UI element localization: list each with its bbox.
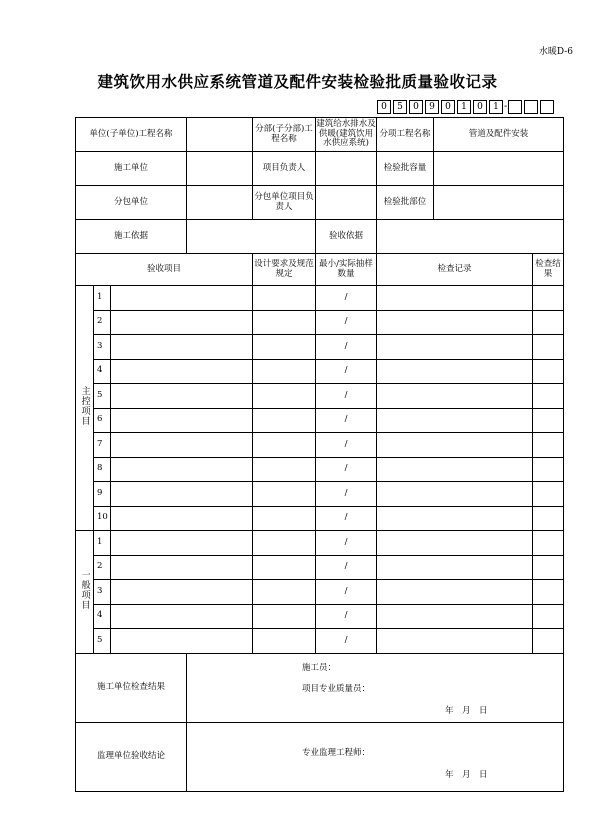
design-requirement-cell[interactable] [253, 408, 316, 433]
check-record-cell[interactable] [377, 359, 533, 384]
table-row [76, 286, 564, 311]
design-requirement-cell[interactable] [253, 457, 316, 482]
acceptance-table [75, 117, 564, 792]
check-result-cell[interactable] [533, 506, 564, 531]
check-record-cell[interactable] [377, 286, 533, 311]
label-supervision-conclusion: 监理单位验收结论 [76, 722, 187, 791]
sample-count-cell[interactable]: / [316, 286, 377, 311]
record-number [377, 99, 556, 114]
field-project-manager[interactable] [316, 152, 377, 186]
table-row [76, 359, 564, 384]
sample-count-cell[interactable]: / [316, 531, 377, 556]
label-batch-capacity: 检验批容量 [377, 152, 434, 186]
check-record-cell[interactable] [377, 335, 533, 360]
item-description[interactable] [111, 580, 253, 605]
check-result-cell[interactable] [533, 580, 564, 605]
general-items-group-label: 一般项目 [79, 569, 90, 610]
design-requirement-cell[interactable] [253, 384, 316, 409]
item-description[interactable] [111, 482, 253, 507]
check-record-cell[interactable] [377, 629, 533, 654]
check-result-cell[interactable] [533, 384, 564, 409]
row-number: 4 [94, 359, 111, 384]
item-description[interactable] [111, 531, 253, 556]
check-result-cell[interactable] [533, 629, 564, 654]
table-row [76, 433, 564, 458]
label-construction-basis: 施工依据 [76, 220, 187, 254]
sample-count-cell[interactable]: / [316, 457, 377, 482]
label-constr-check-result: 施工单位检查结果 [76, 653, 187, 722]
table-row [76, 629, 564, 654]
item-description[interactable] [111, 604, 253, 629]
check-record-cell[interactable] [377, 433, 533, 458]
design-requirement-cell[interactable] [253, 604, 316, 629]
sample-count-cell[interactable]: / [316, 482, 377, 507]
check-result-cell[interactable] [533, 359, 564, 384]
number-dash: - [504, 101, 508, 112]
table-row [76, 384, 564, 409]
number-box[interactable]: 0 [441, 100, 455, 114]
item-description[interactable] [111, 555, 253, 580]
sample-count-cell[interactable]: / [316, 335, 377, 360]
check-result-cell[interactable] [533, 555, 564, 580]
field-construction-basis[interactable] [187, 220, 316, 254]
item-description[interactable] [111, 433, 253, 458]
check-record-cell[interactable] [377, 408, 533, 433]
sample-count-cell[interactable]: / [316, 580, 377, 605]
date-line: 年 月 日 [445, 769, 488, 780]
design-requirement-cell[interactable] [253, 433, 316, 458]
number-box[interactable]: 1 [457, 100, 471, 114]
sample-count-cell[interactable]: / [316, 310, 377, 335]
sample-count-cell[interactable]: / [316, 506, 377, 531]
design-requirement-cell[interactable] [253, 335, 316, 360]
field-batch-capacity[interactable] [434, 152, 564, 186]
check-record-cell[interactable] [377, 457, 533, 482]
row-number: 3 [94, 335, 111, 360]
label-unit-name: 单位(子单位)工程名称 [76, 118, 187, 152]
check-result-cell[interactable] [533, 286, 564, 311]
field-subcontract-manager[interactable] [316, 186, 377, 220]
check-result-cell[interactable] [533, 482, 564, 507]
number-box[interactable] [540, 100, 554, 114]
check-result-cell[interactable] [533, 310, 564, 335]
row-number: 9 [94, 482, 111, 507]
header-check-result: 检查结果 [533, 254, 564, 286]
label-supervision-engineer: 专业监理工程师： [302, 747, 371, 758]
row-number: 6 [94, 408, 111, 433]
row-number: 5 [94, 629, 111, 654]
sample-count-cell[interactable]: / [316, 555, 377, 580]
design-requirement-cell[interactable] [253, 310, 316, 335]
label-construction-unit: 施工单位 [76, 152, 187, 186]
header-design-requirement: 设计要求及规范规定 [253, 254, 316, 286]
table-row [76, 506, 564, 531]
table-row [76, 580, 564, 605]
check-result-cell[interactable] [533, 433, 564, 458]
check-result-cell[interactable] [533, 335, 564, 360]
header-check-record: 检查记录 [377, 254, 533, 286]
label-subitem-name: 分项工程名称 [377, 118, 434, 152]
item-description[interactable] [111, 384, 253, 409]
table-row [76, 457, 564, 482]
row-number: 1 [94, 286, 111, 311]
field-subcontract-unit[interactable] [187, 186, 253, 220]
number-box[interactable] [508, 100, 522, 114]
row-number: 4 [94, 604, 111, 629]
check-result-cell[interactable] [533, 531, 564, 556]
check-result-cell[interactable] [533, 457, 564, 482]
value-division-name: 建筑给水排水及供暖(建筑饮用水供应系统) [316, 118, 377, 152]
field-acceptance-basis[interactable] [377, 220, 564, 254]
item-description[interactable] [111, 335, 253, 360]
main-control-group-label: 主控项目 [79, 386, 90, 427]
page-title: 建筑饮用水供应系统管道及配件安装检验批质量验收记录 [97, 73, 498, 91]
label-subcontract-unit: 分包单位 [76, 186, 187, 220]
item-description[interactable] [111, 629, 253, 654]
label-division-name: 分部(子分部)工程名称 [253, 118, 316, 152]
number-box[interactable]: 0 [377, 100, 391, 114]
label-subcontract-manager: 分包单位项目负责人 [253, 186, 316, 220]
field-construction-unit[interactable] [187, 152, 253, 186]
design-requirement-cell[interactable] [253, 359, 316, 384]
label-batch-location: 检验批部位 [377, 186, 434, 220]
sample-count-cell[interactable]: / [316, 359, 377, 384]
number-box[interactable]: 1 [489, 100, 503, 114]
label-acceptance-basis: 验收依据 [316, 220, 377, 254]
sample-count-cell[interactable]: / [316, 433, 377, 458]
sample-count-cell[interactable]: / [316, 384, 377, 409]
row-number: 10 [94, 506, 111, 531]
sample-count-cell[interactable]: / [316, 604, 377, 629]
field-unit-name[interactable] [187, 118, 253, 152]
row-number: 5 [94, 384, 111, 409]
header-sample-count: 最小/实际抽样数量 [316, 254, 377, 286]
check-record-cell[interactable] [377, 604, 533, 629]
document-code: 水暖D-6 [538, 47, 573, 57]
table-row [76, 310, 564, 335]
check-record-cell[interactable] [377, 384, 533, 409]
number-box[interactable]: 5 [393, 100, 407, 114]
design-requirement-cell[interactable] [253, 286, 316, 311]
item-description[interactable] [111, 506, 253, 531]
general-items-group [76, 531, 94, 654]
design-requirement-cell[interactable] [253, 482, 316, 507]
check-result-cell[interactable] [533, 408, 564, 433]
row-number: 2 [94, 555, 111, 580]
row-number: 2 [94, 310, 111, 335]
item-description[interactable] [111, 457, 253, 482]
label-quality-inspector: 项目专业质量员： [302, 683, 371, 694]
sample-count-cell[interactable]: / [316, 408, 377, 433]
table-row [76, 604, 564, 629]
design-requirement-cell[interactable] [253, 580, 316, 605]
number-box[interactable]: 9 [425, 100, 439, 114]
date-line: 年 月 日 [445, 705, 488, 716]
table-row [76, 408, 564, 433]
value-subitem-name: 管道及配件安装 [434, 118, 564, 152]
row-number: 7 [94, 433, 111, 458]
item-description[interactable] [111, 408, 253, 433]
table-row [76, 531, 564, 556]
number-box[interactable] [524, 100, 538, 114]
check-record-cell[interactable] [377, 531, 533, 556]
check-record-cell[interactable] [377, 482, 533, 507]
field-batch-location[interactable] [434, 186, 564, 220]
item-description[interactable] [111, 310, 253, 335]
table-row [76, 335, 564, 360]
main-control-group [76, 286, 94, 531]
check-record-cell[interactable] [377, 506, 533, 531]
design-requirement-cell[interactable] [253, 555, 316, 580]
constr-signature-area[interactable] [187, 653, 564, 722]
supervision-signature-area[interactable] [187, 722, 564, 791]
design-requirement-cell[interactable] [253, 629, 316, 654]
item-description[interactable] [111, 286, 253, 311]
table-row [76, 482, 564, 507]
check-record-cell[interactable] [377, 310, 533, 335]
sample-count-cell[interactable]: / [316, 629, 377, 654]
row-number: 8 [94, 457, 111, 482]
main-control-rows [76, 286, 564, 531]
header-inspection-item: 验收项目 [76, 254, 253, 286]
row-number: 1 [94, 531, 111, 556]
row-number: 3 [94, 580, 111, 605]
item-description[interactable] [111, 359, 253, 384]
check-record-cell[interactable] [377, 580, 533, 605]
table-row [76, 555, 564, 580]
general-rows [76, 531, 564, 654]
check-record-cell[interactable] [377, 555, 533, 580]
check-result-cell[interactable] [533, 604, 564, 629]
number-box[interactable]: 0 [473, 100, 487, 114]
label-constructor: 施工员： [302, 662, 337, 673]
label-project-manager: 项目负责人 [253, 152, 316, 186]
number-box[interactable]: 0 [409, 100, 423, 114]
design-requirement-cell[interactable] [253, 531, 316, 556]
design-requirement-cell[interactable] [253, 506, 316, 531]
